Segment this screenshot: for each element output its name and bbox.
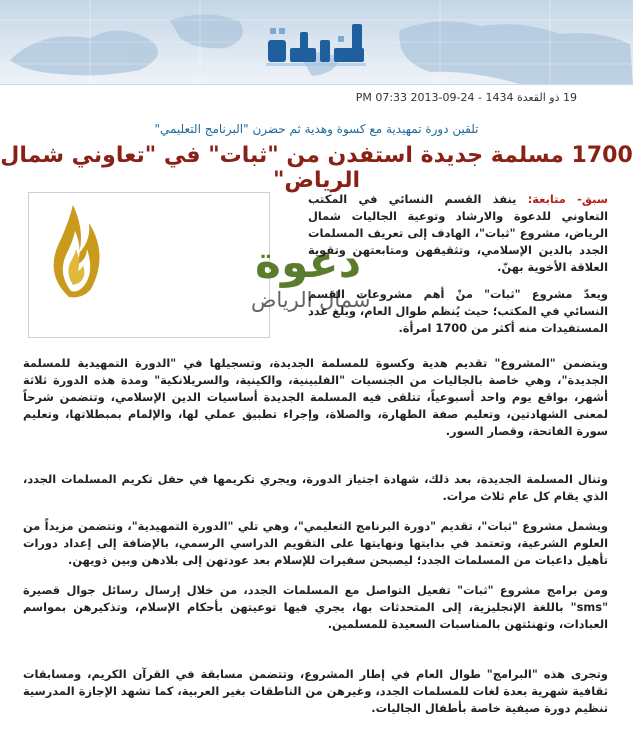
article-headline: 1700 مسلمة جديدة استفدن من "ثبات" في "تعاوني شمال الرياض"	[0, 143, 633, 193]
article-paragraph: وتنال المسلمة الجديدة، بعد ذلك، شهادة اجتياز الدورة، ويجري تكريمها في حفل تكريم المسلمات الجدد، الذي يقام كل عام ثلاث مرات.	[23, 472, 608, 503]
flame-icon	[54, 205, 100, 297]
site-header	[0, 0, 633, 84]
header-divider	[0, 84, 633, 85]
article-paragraph: ومن برامج مشروع "ثبات" تفعيل التواصل مع المسلمات الجدد، من خلال إرسال رسائل جوال قصيرة "sms" باللغة الإنجليزية، إلى المتحدثات بها، يجري فيها توعيتهن بأحكام الإسلام، وتذكيرهن بمواسم العبادات، وتهنئتهن بالمناسبات السعيدة للمسلمين.	[23, 583, 608, 631]
article-paragraph: ويشمل مشروع "ثبات"، تقديم "دورة البرنامج التعليمي"، وهي تلي "الدورة التمهيدية"، وتتضمن مزيداً من العلوم الشرعية، وتعتمد في بدايتها ونهايتها على التقويم الدراسي الرسمي، بالإضافة إلى إعداد دورات تأهيل داعيات من المسلمات الجدد؛ ليصبحن سفيرات للإسلام بعد عودتهن إلى بلادهن وبين ذويهن.	[23, 519, 608, 567]
article-paragraph: ويعدّ مشروع "ثبات" منْ أهم مشروعات القسم النسائي في المكتب؛ حيث يُنظم طوال العام، وبلغ عدد المستفيدات منه أكثر من 1700 امرأة.	[308, 287, 608, 335]
article-source: سبق- متابعة:	[527, 192, 608, 206]
article-paragraph: وتجرى هذه "البرامج" طوال العام في إطار المشروع، وتتضمن مسابقة في القرآن الكريم، ومسابقات ثقافية شهرية بعدة لغات للمسلمات الجدد، وغيرهن من الناطقات بغير العربية، كما تشهد الإجازة المدرسية تنظيم دورة صيفية خاصة بأطفال الجاليات.	[23, 667, 608, 715]
article-kicker: تلقين دورة تمهيدية مع كسوة وهدية ثم حضرن "البرنامج التعليمي"	[154, 122, 479, 136]
dateline: 19 ذو القعدة 1434 - 24-09-2013 PM 07:33	[355, 91, 577, 104]
dawa-logo-word: دعوة	[255, 237, 362, 288]
dawa-shamal-riyadh-logo	[29, 193, 371, 337]
article-photo	[28, 192, 371, 338]
sabq-logo[interactable]	[262, 18, 370, 68]
dawa-logo-subtitle: شمال الرياض	[251, 288, 371, 312]
article-paragraph: ويتضمن "المشروع" تقديم هدية وكسوة للمسلمة الجديدة، وتسجيلها في "الدورة التمهيدية للمسلمة الجديدة"، وهي خاصة بالجاليات من الجنسيات "الفلبينية، والكينية، والسريلانكية" ومدة هذه الدورة ثلاثة أشهر، بواقع يوم واحد أسبوعياً، تتلقى فيه المسلمة الجديدة أساسيات الدين الإسلامي، وتتضمن شرحاً لمعنى الشهادتين، وتعليم صفة الطهارة، والصلاة، وإجراء تطبيق عملي لها، والإلمام بمبطلاتها، وتعليم سورة الفاتحة، وقصار السور.	[23, 356, 608, 438]
article-paragraph: سبق- متابعة: ينفذ القسم النسائي في المكتب التعاوني للدعوة والارشاد وتوعية الجاليات شمال الرياض، مشروع "ثبات"، الهادف إلى تعريف المسلمات الجدد بالدين الإسلامي، وتثقيفهن ومتابعتهن وتقوية العلاقة الأخوية بهنّ.	[308, 192, 608, 274]
